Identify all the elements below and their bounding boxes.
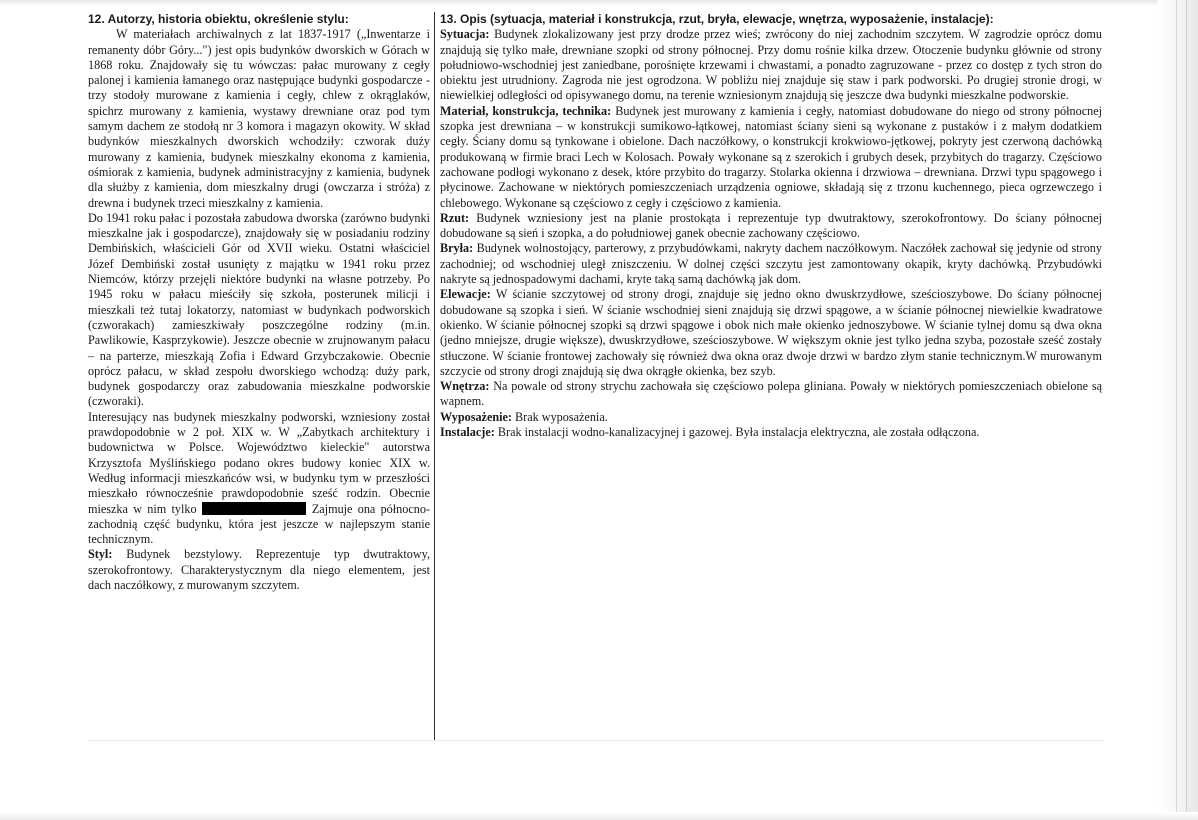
equipment-label: Wyposażenie: <box>440 409 512 424</box>
description-elevations <box>440 287 1102 379</box>
redaction-bar <box>202 502 306 515</box>
section-13-heading <box>440 12 1102 27</box>
installations-text: Brak instalacji wodno-kanalizacyjnej i gazowej. Była instalacja elektryczna, ale została odłączona. <box>497 425 980 440</box>
history-paragraph-2: Do 1941 roku pałac i pozostała zabudowa dworska (zarówno budynki mieszkalne jak i gospodarcze), znajdowały się w posiadaniu rodziny Dembińskich, właścicieli Gór od XVII wieku. Ostatni właściciel Józef Dembiński został usunięty z majątku w 1941 roku przez Niemców, którzy przejęli niektóre budynki na własne potrzeby. Po 1945 roku w pałacu mieściły się szkoła, posterunek milicji i mieszkali też tutaj lokatorzy, natomiast w budynkach podworskich (czworakach) zamieszkiwały poszczególne rodziny (m.in. Pawlikowie, Kasprzykowie). Jeszcze obecnie w zrujnowanym pałacu – na parterze, mieszkają Zofia i Edward Grzybczakowie. Obecnie oprócz pałacu, w skład zespołu dworskiego wchodzą: duży park, budynek gospodarczy oraz zabudowania mieszkalne podworskie (czworaki). <box>88 210 430 409</box>
description-plan <box>440 211 1102 242</box>
column-divider <box>434 12 435 740</box>
elevations-label: Elewacje: <box>440 287 491 302</box>
form-text: Budynek wolnostojący, parterowy, z przybudówkami, nakryty dachem naczółkowym. Naczółek zachował się jedynie od strony zachodniej; od wschodniej uległ zniszczeniu. W dolnej części szczytu jest zamontowany okapik, kryty dachówką. Przybudówki nakryte są jednospadowymi dachami, kryte taką samą dachówką jak dom. <box>440 241 1102 287</box>
style-paragraph <box>88 547 430 593</box>
left-column <box>88 12 430 736</box>
scan-top-edge <box>0 0 1198 6</box>
history-paragraph-3-continuation: Zajmuje ona północno-zachodnią część budynku, która jest jeszcze w najlepszym stanie technicznym. <box>88 501 431 547</box>
plan-label: Rzut: <box>440 210 470 225</box>
style-text: Budynek bezstylowy. Reprezentuje typ dwutraktowy, szerokofrontowy. Charakterystycznym dla niego elementem, jest dach naczółkowy, z murowanym szczytem. <box>88 547 431 592</box>
material-label: Materiał, konstrukcja, technika: <box>440 103 612 118</box>
description-equipment <box>440 410 1102 425</box>
description-situation <box>440 27 1102 103</box>
description-installations <box>440 425 1102 440</box>
right-column <box>440 12 1102 440</box>
plan-text: Budynek wzniesiony jest na planie prostokąta i reprezentuje typ dwutraktowy, szerokofrontowy. Do ściany północnej dobudowane są sień i szopka, a do południowej ganek obecnie zachowany częściowo. <box>440 210 1102 241</box>
elevations-text: W ścianie szczytowej od strony drogi, znajduje się jedno okno dwuskrzydłowe, sześcioszybowe. Do ściany północnej dobudowane są szopka i sień. W ścianie wschodniej sieni znajdują się drzwi spągowe, a w ścianie północnej niewielkie kwadratowe okienko. W ścianie północnej szopki są drzwi spągowe i obok nich małe okienko jednoszybowe. W ścianie tylnej domu są dwa okna (jedno mniejsze, drugie większe), dwuskrzydłowe, sześcioszybowe. W większym oknie jest tylko jedna szyba, pozostałe sześć zostały stłuczone. W ścianie frontowej zachowały się również dwa okna oraz dwoje drzwi w bardzo złym stanie technicznym.W murowanym szczycie od strony drogi znajdują się dwa okrągłe okienka, bez szyb. <box>440 287 1103 378</box>
description-form <box>440 241 1102 287</box>
material-text: Budynek jest murowany z kamienia i cegły, natomiast dobudowane do niego od strony północnej szopka jest drewniana – w konstrukcji sumikowo-łątkowej, natomiast ściany sieni są wykonane z pustaków i z małym dodatkiem cegły. Ściany domu są tynkowane i obielone. Dach naczółkowy, o konstrukcji krokwiowo-jętkowej, pokryty jest czerwoną dachówką produkowaną w firmie braci Lech w Kolosach. Powały wykonane są z szerokich i grubych desek, przybitych do tragarzy. Częściowo zachowane podłogi wykonano z desek, które przybito do tragarzy. Stolarka okienna i drzwiowa – drewniana. Drzwi typu spągowego i płycinowe. Zachowane w niektórych pomieszczeniach urządzenia ogniowe, składają się z trzonu kuchennego, pieca ogrzewczego i chlebowego. Wykonane są częściowo z cegły i częściowo z kamienia. <box>440 103 1103 210</box>
bottom-rule <box>88 740 1104 741</box>
history-paragraph-3 <box>88 410 430 548</box>
section-12-number: 12. <box>88 12 105 26</box>
interiors-text: Na powale od strony strychu zachowała się częściowo polepa gliniana. Powały w niektórych pomieszczeniach obielone są wapnem. <box>440 379 1102 409</box>
interiors-label: Wnętrza: <box>440 379 490 394</box>
scan-right-edge <box>1158 0 1198 820</box>
description-material <box>440 104 1102 211</box>
scan-bottom-edge <box>0 812 1198 820</box>
description-interiors <box>440 379 1102 410</box>
installations-label: Instalacje: <box>440 425 495 440</box>
style-label: Styl: <box>88 547 113 562</box>
section-12-title: Autorzy, historia obiektu, określenie stylu: <box>107 12 349 26</box>
form-label: Bryła: <box>440 241 474 256</box>
situation-text: Budynek zlokalizowany jest przy drodze przez wieś; zwrócony do niej zachodnim szczytem. W zagrodzie oprócz domu znajdują się tylko małe, drewniane szopki od strony północnej. Przy domu rośnie kilka drzew. Otoczenie budynku głównie od strony południowo-wschodniej jest zaniedbane, porośnięte krzewami i chwastami, a ponadto zagruzowane - przez co dostęp z tych stron do obiektu jest utrudniony. Zagroda nie jest ogrodzona. W pobliżu niej znajduje się staw i park podworski. Po drugiej stronie drogi, w niewielkiej odległości od opisywanego domu, na terenie wzniesionym znajdują się jeszcze dwa budynki mieszkalne podworskie. <box>440 27 1103 103</box>
section-12-heading <box>88 12 430 27</box>
history-paragraph-1: W materiałach archiwalnych z lat 1837-1917 („Inwentarze i remanenty dóbr Góry...") jest opis budynków dworskich w Górach w 1868 roku. Znajdowały się tu wówczas: pałac murowany z cegły palonej i kamienia łamanego oraz następujące budynki gospodarcze - trzy stodoły murowane z kamienia i cegły, chlew z okrąglaków, spichrz murowany z kamienia, wystawy drewniane oraz pod tym samym dachem ze stodołą nr 3 komora i magazyn okowity. W skład budynków mieszkalnych dworskich wchodziły: czworak duży murowany z kamienia, budynek mieszkalny ekonoma z kamienia, ośmiorak z kamienia, budynek administracyjny z kamienia, budynek dla służby z kamienia, dom mieszkalny drugi (owczarza i stróża) z drewna i budynek trzeci mieszkalny z kamienia. <box>88 27 430 210</box>
equipment-text: Brak wyposażenia. <box>515 409 608 424</box>
section-13-title: Opis (sytuacja, materiał i konstrukcja, rzut, bryła, elewacje, wnętrza, wyposażenie, instalacje): <box>460 12 994 26</box>
situation-label: Sytuacja: <box>440 27 490 42</box>
section-13-number: 13. <box>440 12 457 26</box>
history-paragraph-3-text: Interesujący nas budynek mieszkalny podworski, wzniesiony został prawdopodobnie w 2 poł. XIX w. W „Zabytkach architektury i budownictwa w Polsce. Województwo kieleckie" autorstwa Krzysztofa Myślińskiego podano okres budowy koniec XIX w. Według informacji mieszkańców wsi, w budynku tym w przeszłości mieszkało równocześnie prawdopodobnie sześć rodzin. Obecnie mieszka w nim tylko <box>88 409 430 516</box>
